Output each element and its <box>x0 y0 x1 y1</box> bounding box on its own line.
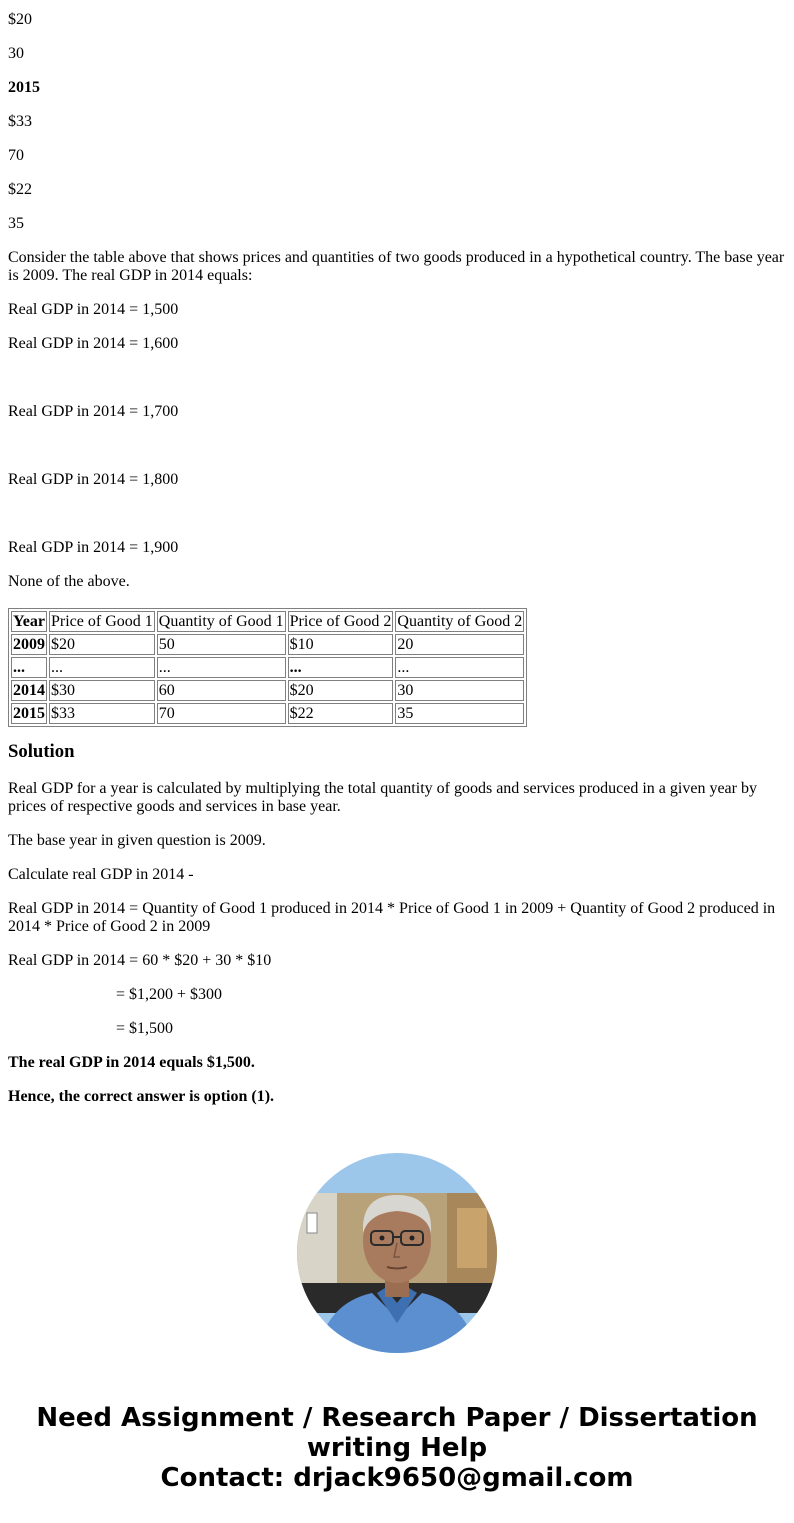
calc-line: = $1,500 <box>116 1020 174 1037</box>
table-row <box>11 680 524 701</box>
portrait-illustration <box>297 1153 497 1353</box>
table-cell: $30 <box>49 680 155 701</box>
table-cell-year: ... <box>11 657 47 678</box>
value-line: 35 <box>8 215 24 232</box>
table-cell: ... <box>395 657 524 678</box>
value-line: $20 <box>8 11 32 28</box>
table-header-row <box>11 611 524 632</box>
promo-line: Need Assignment / Research Paper / Dissertation <box>36 1403 758 1433</box>
promo-contact: Contact: drjack9650@gmail.com <box>160 1463 634 1493</box>
table-cell: ... <box>157 657 286 678</box>
table-cell: 35 <box>395 703 524 724</box>
author-avatar <box>297 1153 497 1353</box>
table-header-cell: Price of Good 1 <box>51 613 153 630</box>
table-cell: $20 <box>288 680 394 701</box>
value-line: $22 <box>8 181 32 198</box>
table-cell-year: 2009 <box>13 636 45 653</box>
table-cell: 20 <box>395 634 524 655</box>
solution-paragraph: Calculate real GDP in 2014 - <box>8 866 194 883</box>
calc-line: = $1,200 + $300 <box>116 986 223 1003</box>
solution-paragraph: The base year in given question is 2009. <box>8 832 266 849</box>
option-4: Real GDP in 2014 = 1,800 <box>8 471 179 488</box>
option-6: None of the above. <box>8 573 130 590</box>
table-cell: 50 <box>157 634 286 655</box>
table-row <box>11 657 524 678</box>
table-header-cell: Year <box>11 611 47 632</box>
table-cell: 60 <box>157 680 286 701</box>
promo-line: writing Help <box>306 1433 488 1463</box>
table-row <box>11 634 524 655</box>
solution-paragraph: Real GDP in 2014 = 60 * $20 + 30 * $10 <box>8 952 272 969</box>
goods-table <box>8 608 527 727</box>
conclusion-text: The real GDP in 2014 equals $1,500. <box>8 1054 255 1071</box>
table-cell: ... <box>49 657 155 678</box>
table-header-cell: Price of Good 2 <box>289 613 392 630</box>
table-cell: ... <box>288 657 394 678</box>
table-cell: $10 <box>288 634 394 655</box>
table-cell: $22 <box>288 703 394 724</box>
table-cell: $33 <box>49 703 155 724</box>
question-text: Consider the table above that shows prices and quantities of two goods produced in a hypothetical country. The base year is 2009. The real GDP in 2014 equals: <box>8 249 785 284</box>
table-cell-year: 2014 <box>13 682 45 699</box>
solution-paragraph: Real GDP in 2014 = Quantity of Good 1 produced in 2014 * Price of Good 1 in 2009 + Quantity of Good 2 produced in 2014 * Price of Good 2 in 2009 <box>8 900 776 935</box>
option-2: Real GDP in 2014 = 1,600 <box>8 335 179 352</box>
solution-heading: Solution <box>8 741 75 762</box>
value-line: 30 <box>8 45 24 62</box>
option-3: Real GDP in 2014 = 1,700 <box>8 403 179 420</box>
solution-paragraph: Real GDP for a year is calculated by multiplying the total quantity of goods and services produced in a given year by prices of respective goods and services in base year. <box>8 780 757 815</box>
table-cell: 30 <box>395 680 524 701</box>
promo-banner <box>0 1403 794 1493</box>
answer-text: Hence, the correct answer is option (1). <box>8 1088 275 1105</box>
value-line: 70 <box>8 147 24 164</box>
table-cell: 70 <box>157 703 286 724</box>
table-header-cell: Quantity of Good 2 <box>397 613 523 630</box>
value-line-year: 2015 <box>8 79 40 96</box>
table-header-cell: Quantity of Good 1 <box>158 613 284 630</box>
table-cell-year: 2015 <box>13 705 45 722</box>
option-1: Real GDP in 2014 = 1,500 <box>8 301 179 318</box>
table-cell: $20 <box>49 634 155 655</box>
table-row <box>11 703 524 724</box>
value-line: $33 <box>8 113 32 130</box>
option-5: Real GDP in 2014 = 1,900 <box>8 539 179 556</box>
